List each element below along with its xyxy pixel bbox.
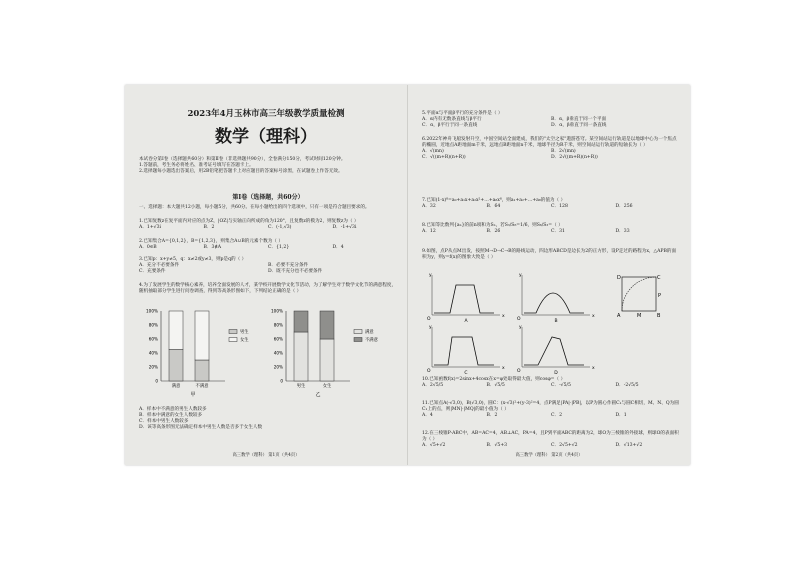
bar-segment bbox=[294, 311, 308, 332]
option-c: C．样本中男生人数较多 bbox=[139, 418, 189, 424]
graph-axis-x-label: x bbox=[592, 366, 595, 371]
option-b: B．样本中满意的女生人数较多 bbox=[139, 412, 203, 418]
option-d: D．2√((m+R)(n+R)) bbox=[551, 154, 598, 160]
option-d: D．1 bbox=[615, 412, 627, 418]
option-d: D．-1+√3i bbox=[332, 224, 357, 230]
legend-swatch bbox=[229, 330, 237, 334]
option-c: C．128 bbox=[551, 203, 568, 209]
chart-caption: 甲 bbox=[190, 392, 196, 398]
question-12-stem: 12.在三棱锥P-ABC中，AB=AC=4，AB⊥AC，PA=4，且P到平面ABC的距离为2，球O为三棱锥的外接球，则球O的表面积为（ ） bbox=[422, 431, 679, 442]
question-10-options bbox=[422, 383, 680, 389]
option-a: A．√5+√2 bbox=[422, 442, 446, 448]
question-7-stem: 7.已知(1-x)⁸=a₀+a₁x+a₂x²+…+a₈x⁸，则a₁+a₂+…+a₈的值为（ ） bbox=[422, 198, 566, 203]
question-6 bbox=[422, 137, 680, 161]
bar-segment bbox=[320, 339, 334, 381]
y-tick-label: 80% bbox=[273, 322, 283, 328]
bar-segment bbox=[294, 332, 308, 381]
note-1: 1.答题前，考生务必将姓名、准考证号填写在答题卡上。 bbox=[139, 162, 254, 168]
graph-label: B bbox=[554, 319, 558, 324]
label-p: P bbox=[658, 293, 662, 299]
question-8-options bbox=[422, 229, 680, 235]
option-a: A．0∈B bbox=[139, 244, 157, 250]
question-11-options bbox=[422, 413, 680, 419]
graph-label: C bbox=[464, 371, 468, 375]
graph-origin-label: O bbox=[517, 369, 521, 374]
question-6-options bbox=[422, 149, 680, 161]
question-11-stem: 11.已知点A(-√3,0)，B(√3,0)，圆C：(x-√3)²+(y-3)²=4，点P满足|PA|·|PB|，以P为圆心作圆C₁与圆C相切，M、N、Q为圆C₁上的点，则|MN|·|MQ|的最小值为（ ） bbox=[422, 401, 679, 412]
section-1-title: 第Ⅰ卷（选择题，共60分） bbox=[232, 194, 304, 201]
chart-caption: 乙 bbox=[315, 392, 321, 398]
label-d: D bbox=[617, 275, 621, 281]
option-a: A．样本中不满意的男生人数较多 bbox=[139, 407, 207, 412]
graph-axis-x-label: x bbox=[502, 366, 505, 371]
stacked-bar-charts bbox=[145, 303, 395, 403]
exam-sheet bbox=[125, 85, 690, 465]
legend-label: 满意 bbox=[365, 330, 374, 335]
question-7 bbox=[422, 198, 680, 210]
option-d: D．-2√5/5 bbox=[615, 382, 639, 388]
graph-axis-x-label: x bbox=[592, 314, 595, 319]
intro-text: 本试卷分第Ⅰ卷（选择题共60分）和第Ⅱ卷（非选择题共90分），全卷满分150分，考试时间120分钟。 bbox=[139, 157, 346, 162]
question-5-options bbox=[422, 117, 680, 129]
question-7-options bbox=[422, 204, 680, 210]
label-c: C bbox=[657, 275, 661, 281]
graph-origin-label: O bbox=[427, 369, 431, 374]
option-b: B．α，β垂直于同一个平面 bbox=[551, 116, 607, 122]
section-1-instructions: 一、选择题：本大题共12小题，每小题5分，共60分。在每小题给出的四个选项中，只有一项是符合题目要求的。 bbox=[139, 205, 370, 210]
option-a: A．2√5/5 bbox=[422, 382, 444, 388]
question-1-stem: 1.已知复数z在复平面内对应的点为Z，|OZ|与实轴正向所成的角为120°，且复数z的模为2，则复数z为（ ） bbox=[139, 219, 359, 224]
graph-axis-y-label: y bbox=[519, 273, 522, 278]
graph-axis-y-label: y bbox=[429, 273, 432, 278]
option-d: D．α，β垂直于同一条直线 bbox=[551, 122, 607, 128]
graph-curve bbox=[434, 337, 494, 365]
option-a: A．32 bbox=[422, 203, 436, 209]
bar-segment bbox=[195, 360, 209, 381]
y-tick-label: 20% bbox=[148, 364, 158, 370]
question-3 bbox=[139, 257, 397, 275]
bar-segment bbox=[169, 350, 183, 382]
option-c: C．充要条件 bbox=[139, 268, 166, 274]
label-m: M bbox=[637, 313, 642, 319]
legend-label: 男生 bbox=[240, 330, 249, 335]
option-d: D．256 bbox=[615, 203, 633, 209]
question-8-stem: 8.已知等比数列{aₙ}的前n项和为Sₙ，若S₃/S₆=1/6，则S₆/S₃=（ ） bbox=[422, 223, 563, 228]
question-3-stem: 3.已知p：x+y≠5，q：x≠2或y≠3，则p是q的（ ） bbox=[139, 257, 247, 262]
graph-axis-x-label: x bbox=[502, 314, 505, 319]
graph-options bbox=[427, 273, 595, 375]
option-b: B．√5/5 bbox=[486, 382, 505, 388]
y-tick-label: 0 bbox=[155, 378, 158, 384]
graph-origin-label: O bbox=[517, 317, 521, 322]
note-2: 2.选择题每小题选出答案后，用2B铅笔把答题卡上对应题目的答案标号涂黑，在试题卷上作答无效。 bbox=[139, 168, 343, 174]
question-4-options bbox=[139, 407, 397, 431]
option-b: B．√5+3 bbox=[486, 442, 508, 448]
option-a: A．4 bbox=[422, 412, 433, 418]
y-tick-label: 60% bbox=[273, 336, 283, 342]
y-tick-label: 100% bbox=[146, 308, 158, 314]
question-10 bbox=[422, 377, 680, 389]
question-2-stem: 2.已知集合A={0,1,2}，B={1,2,3}，则集合A∪B的元素个数为（ ） bbox=[139, 239, 283, 244]
option-c: C．2 bbox=[551, 412, 563, 418]
legend-swatch bbox=[354, 338, 362, 342]
exam-intro bbox=[139, 157, 397, 175]
option-b: B．3∉A bbox=[203, 244, 222, 250]
option-a: A．充分不必要条件 bbox=[139, 262, 180, 268]
option-b: B．2 bbox=[486, 412, 498, 418]
y-tick-label: 100% bbox=[271, 308, 283, 314]
bar-segment bbox=[169, 311, 183, 350]
option-b: B．26 bbox=[486, 228, 501, 234]
y-tick-label: 60% bbox=[148, 336, 158, 342]
y-tick-label: 40% bbox=[273, 350, 283, 356]
bar-segment bbox=[320, 311, 334, 339]
option-c: C．31 bbox=[551, 228, 565, 234]
option-c: C．{1,2} bbox=[268, 244, 290, 250]
label-a: A bbox=[617, 313, 621, 319]
question-12 bbox=[422, 431, 680, 449]
question-12-options bbox=[422, 443, 680, 449]
question-11 bbox=[422, 401, 680, 419]
x-tick-label: 不满意 bbox=[195, 384, 209, 389]
question-2-options bbox=[139, 245, 397, 251]
graph-curve bbox=[524, 337, 584, 365]
square-figure bbox=[617, 275, 661, 319]
graph-curve bbox=[434, 285, 494, 313]
option-b: B．必要不充分条件 bbox=[268, 262, 309, 268]
x-tick-label: 满意 bbox=[171, 384, 181, 389]
option-a: A．α内有无数条直线与β平行 bbox=[422, 116, 482, 122]
page-footer-left: 高三数学（理科） 第1页（共4页） bbox=[232, 453, 300, 459]
question-4-stem: 4.为了发展学生的数学核心素养，培养全面发展的人才，某学校开展数学文化节活动，为了解学生对于数学文化节的满意程度，随机抽取部分学生进行问卷调查，得到等高条形图如下，下列结论正确的是（ ） bbox=[139, 283, 397, 294]
question-5 bbox=[422, 111, 680, 129]
question-3-options bbox=[139, 263, 397, 275]
legend-label: 女生 bbox=[240, 338, 249, 343]
y-tick-label: 0 bbox=[280, 378, 283, 384]
bar-segment bbox=[195, 311, 209, 360]
exam-subject: 数学（理科） bbox=[215, 127, 317, 147]
legend-swatch bbox=[229, 338, 237, 342]
y-tick-label: 40% bbox=[148, 350, 158, 356]
y-tick-label: 20% bbox=[273, 364, 283, 370]
question-6-stem: 6.2022年神舟飞船发射升空，中国空间站全面建成，我们的"太空之家"遨游苍穹。某空间站运行轨道是以地球中心为一个焦点的椭圆，近地点A距地面m千米，远地点B距地面n千米，地球半径为R千米，则空间站运行轨道的短轴长为（ ） bbox=[422, 137, 677, 148]
option-b: B．2 bbox=[203, 224, 215, 230]
graph-origin-label: O bbox=[427, 317, 431, 322]
option-c: C．2√5+√2 bbox=[551, 442, 578, 448]
question-1 bbox=[139, 219, 397, 231]
graph-label: A bbox=[464, 319, 468, 324]
graph-label: D bbox=[554, 371, 558, 375]
exam-page-right bbox=[408, 85, 690, 465]
option-d: D．33 bbox=[615, 228, 630, 234]
option-d: D．该等高条形图无法确定样本中男生人数是否多于女生人数 bbox=[139, 424, 263, 430]
option-d: D．√13+√2 bbox=[615, 442, 643, 448]
graph-axis-y-label: y bbox=[429, 325, 432, 330]
option-d: D．4 bbox=[332, 244, 344, 250]
question-5-stem: 5.平面α与平面β平行的充分条件是（ ） bbox=[422, 111, 503, 116]
question-8 bbox=[422, 223, 680, 235]
legend-label: 不满意 bbox=[365, 338, 378, 343]
question-1-options bbox=[139, 225, 397, 231]
graph-curve bbox=[524, 293, 584, 313]
option-b: B．2√(mn) bbox=[551, 148, 576, 154]
x-tick-label: 男生 bbox=[296, 384, 306, 389]
option-a: A．√(mn) bbox=[422, 148, 444, 154]
legend-swatch bbox=[354, 330, 362, 334]
option-c: C．(-1,√3) bbox=[268, 224, 292, 230]
option-c: C．α，β平行于同一条直线 bbox=[422, 122, 478, 128]
option-b: B．64 bbox=[486, 203, 501, 209]
label-b: B bbox=[657, 313, 661, 319]
square-abcd bbox=[622, 277, 656, 311]
x-tick-label: 女生 bbox=[322, 384, 332, 389]
arc-path bbox=[622, 277, 656, 311]
chart-right bbox=[271, 309, 379, 398]
question-9-stem: 9.如图，点P从点M出发，按照M→D→C→B的路线运动，四边形ABCD是边长为2的正方形，设P走过的路程为x，△APB的面积为y，则y=f(x)的图象大致是（ ） bbox=[422, 249, 677, 260]
question-9-graphs bbox=[422, 271, 680, 375]
exam-title: 2023年4月玉林市高三年级教学质量检测 bbox=[187, 109, 345, 119]
chart-left bbox=[146, 309, 249, 398]
question-2 bbox=[139, 239, 397, 251]
option-d: D．既不充分也不必要条件 bbox=[268, 268, 323, 274]
page-footer-right: 高三数学（理科） 第2页（共4页） bbox=[515, 453, 583, 459]
graph-axis-y-label: y bbox=[519, 325, 522, 330]
option-c: C．-√5/5 bbox=[551, 382, 571, 388]
option-a: A．12 bbox=[422, 228, 436, 234]
y-tick-label: 80% bbox=[148, 322, 158, 328]
question-10-stem: 10.已知函数f(x)=2sinx+4cosx在x=φ处取得最大值，则cosφ=（ ） bbox=[422, 377, 566, 382]
option-a: A．1+√3i bbox=[139, 224, 162, 230]
option-c: C．√((m+R)(n+R)) bbox=[422, 154, 466, 160]
exam-page-left bbox=[125, 85, 407, 465]
